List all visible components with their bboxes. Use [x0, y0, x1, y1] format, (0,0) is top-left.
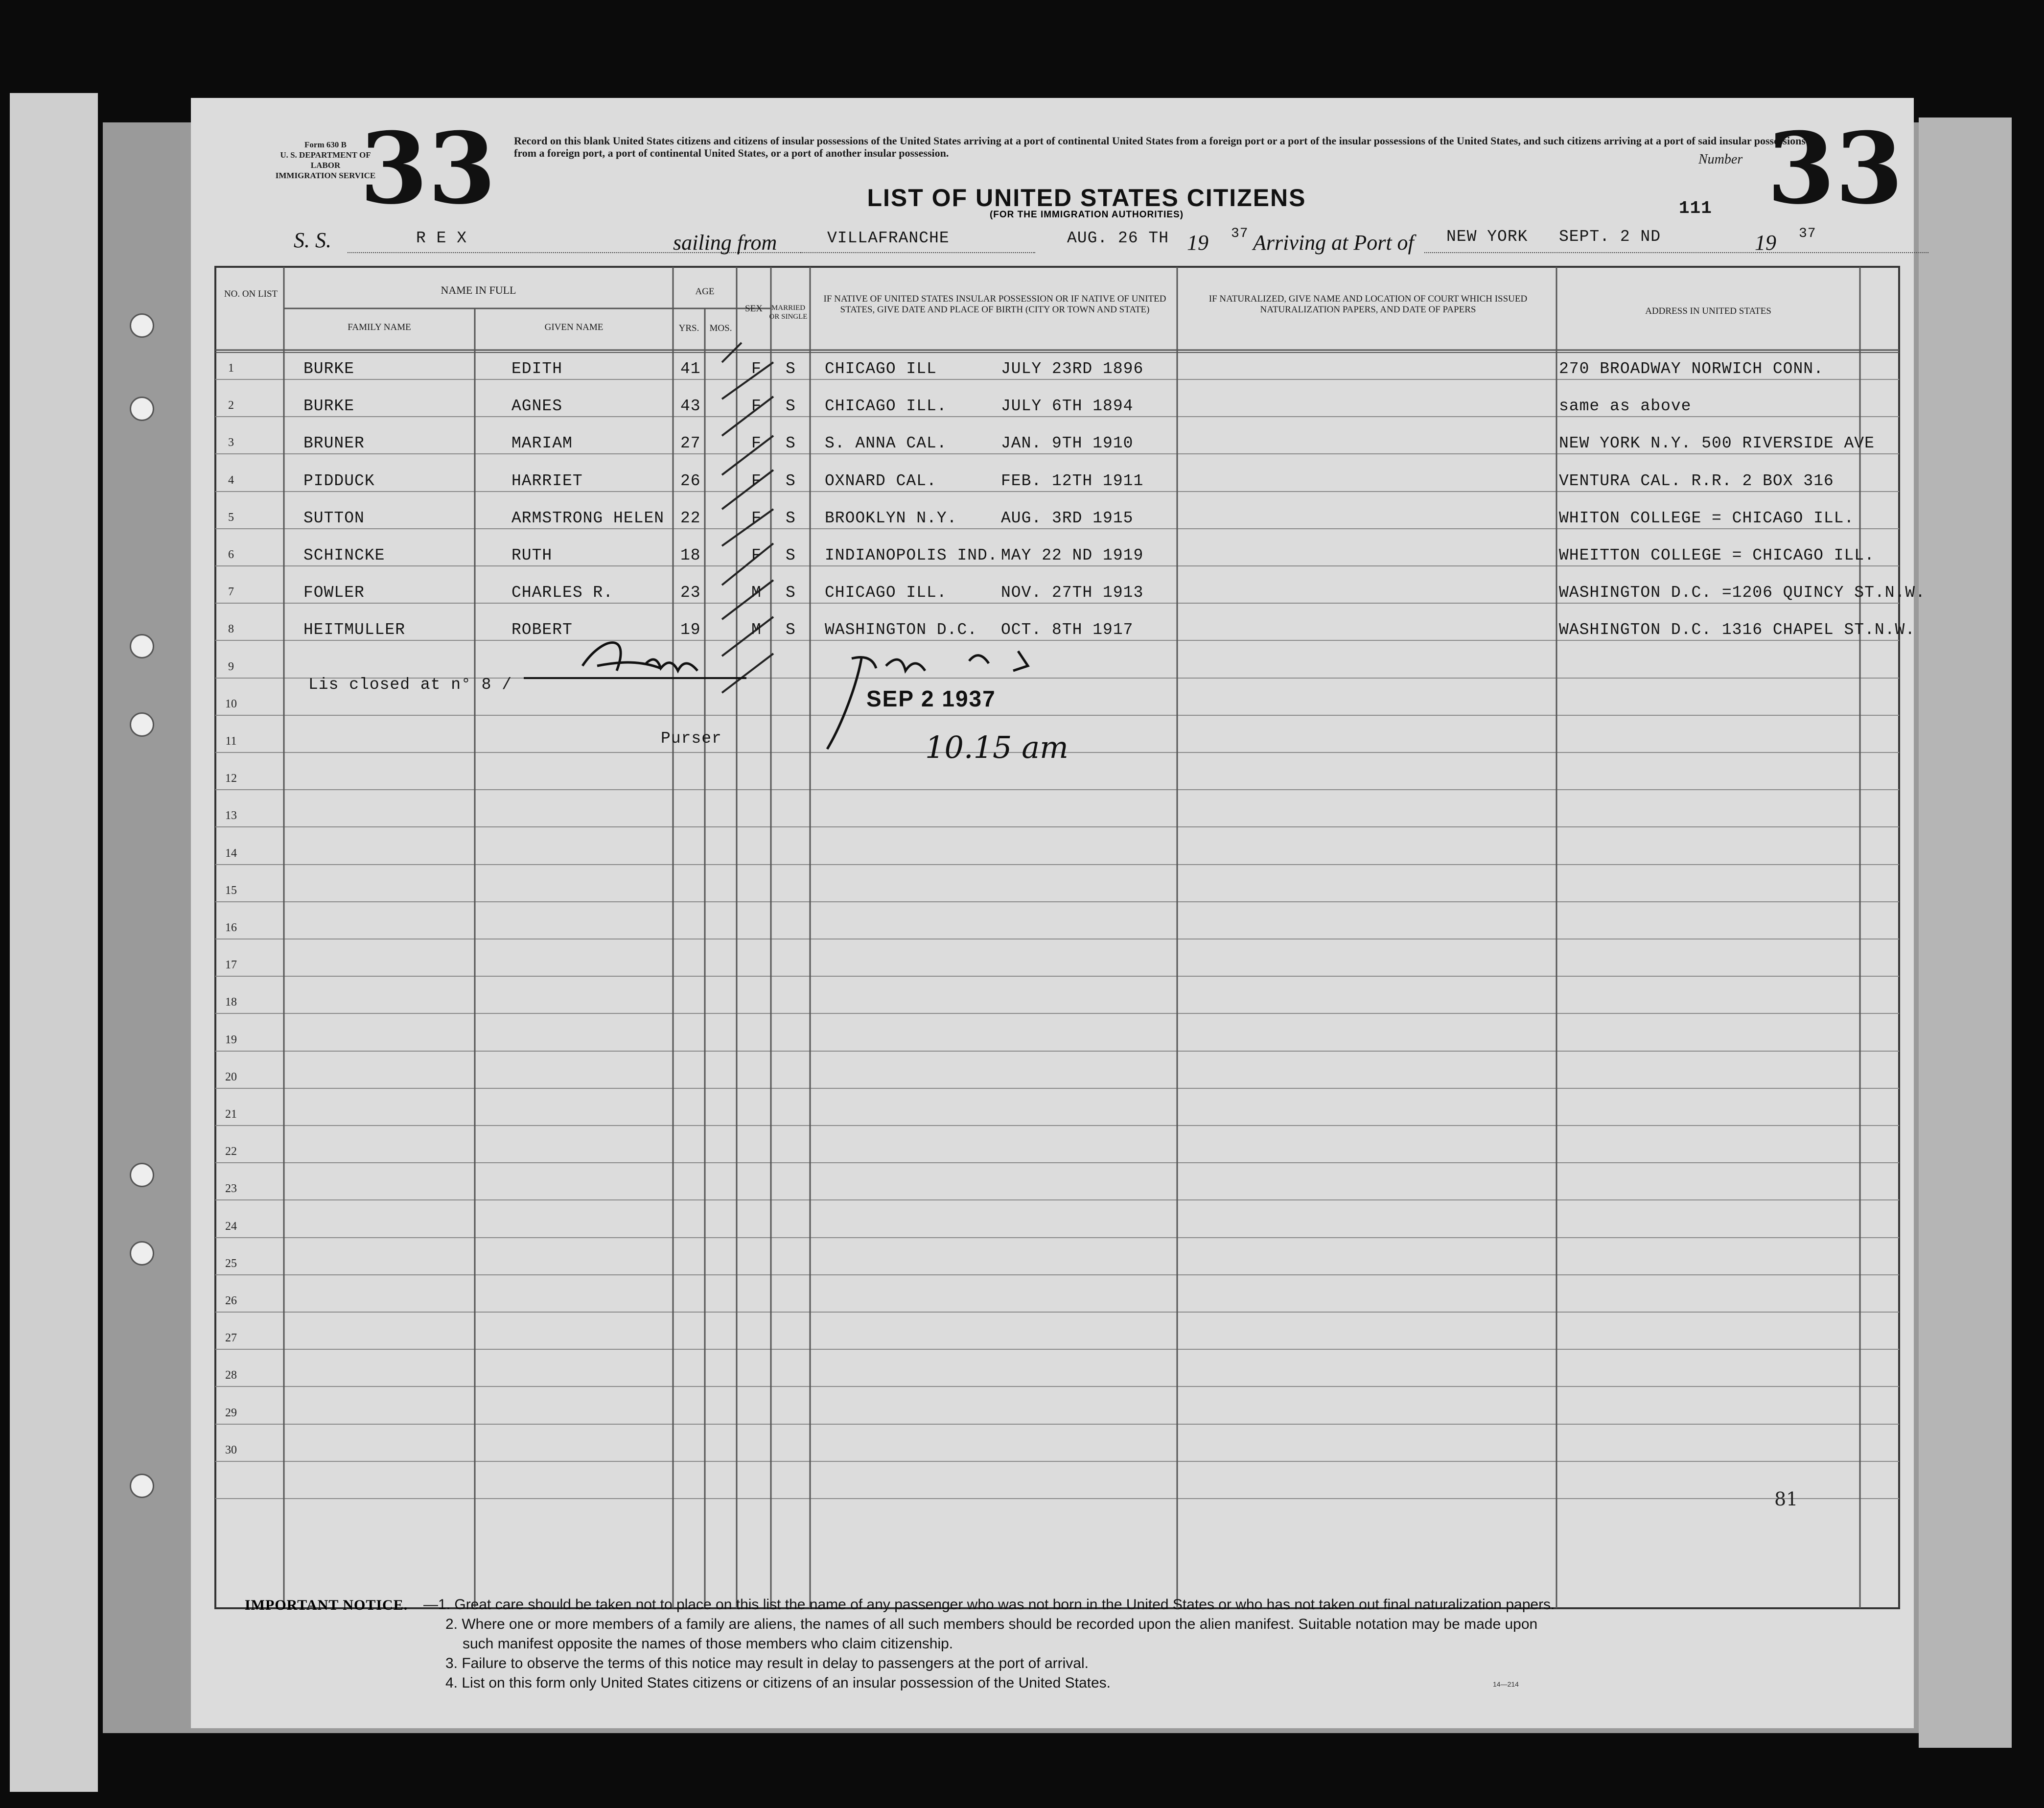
row-number: 15 — [225, 884, 237, 897]
row-number: 9 — [228, 660, 234, 673]
intro-text: Record on this blank United States citizens and citizens of insular possessions of the United States arriving at a port of continental United States from a foreign port or a port of the insular possessions of the United States, and such citizens arriving at a port of said insular possessions from a foreign port, a port of continental United States, or a port of another insular possession. — [514, 135, 1806, 159]
print-code: 14—214 — [1493, 1680, 1519, 1688]
row-number: 17 — [225, 959, 237, 971]
row-number: 30 — [225, 1444, 237, 1456]
row-number: 24 — [225, 1220, 237, 1233]
row-number: 28 — [225, 1369, 237, 1382]
handwritten-time: 10.15 am — [925, 729, 1068, 765]
background-sheet-right — [1919, 117, 2012, 1748]
row-number: 14 — [225, 847, 237, 860]
row-number: 18 — [225, 996, 237, 1009]
marital-status: S — [786, 509, 796, 527]
given-name: HARRIET — [511, 472, 583, 490]
age-years: 41 — [680, 360, 701, 378]
family-name: BURKE — [303, 397, 355, 415]
sex: M — [751, 584, 762, 602]
page-number-left: 33 — [360, 111, 496, 226]
col-header-yrs: YRS. — [678, 323, 699, 333]
col-header-mos: MOS. — [709, 323, 732, 333]
binder-hole — [130, 397, 154, 421]
family-name: FOWLER — [303, 584, 365, 602]
year-prefix-arrival: 19 — [1755, 231, 1776, 255]
age-years: 23 — [680, 584, 701, 602]
department-name: U. S. DEPARTMENT OF LABOR — [280, 150, 371, 170]
binder-hole — [130, 634, 154, 658]
family-name: SCHINCKE — [303, 546, 385, 564]
service-name: IMMIGRATION SERVICE — [275, 171, 376, 180]
sex: M — [751, 621, 762, 639]
page-mark: 81 — [1774, 1488, 1798, 1510]
us-address: same as above — [1559, 397, 1692, 415]
given-name: ARMSTRONG HELEN — [511, 509, 665, 527]
marital-status: S — [786, 360, 796, 378]
row-number: 27 — [225, 1332, 237, 1344]
col-header-family-name: FAMILY NAME — [348, 322, 411, 332]
birth-place: CHICAGO ILL. — [825, 397, 947, 415]
birth-place: INDIANOPOLIS IND. — [825, 546, 998, 564]
depart-date: AUG. 26 TH — [1067, 229, 1169, 247]
col-header-birth-info: IF NATIVE OF UNITED STATES INSULAR POSSESSION OR IF NATIVE OF UNITED STATES, GIVE DATE AND PLACE OF BIRTH (CITY OR TOWN AND STATE) — [823, 294, 1166, 315]
row-number: 19 — [225, 1033, 237, 1046]
birth-place: CHICAGO ILL. — [825, 584, 947, 602]
col-header-married-single: MARRIED OR SINGLE — [769, 304, 808, 321]
binder-hole — [130, 1163, 154, 1187]
row-number: 13 — [225, 809, 237, 822]
marital-status: S — [786, 434, 796, 452]
notice-item-2-cont: such manifest opposite the names of those members who claim citizenship. — [463, 1636, 953, 1652]
row-number: 12 — [225, 772, 237, 785]
page-number-right: 33 — [1767, 111, 1904, 226]
ship-name: R E X — [416, 229, 467, 247]
sex: F — [751, 434, 762, 452]
number-label: Number — [1698, 152, 1743, 167]
page-title: LIST OF UNITED STATES CITIZENS — [867, 184, 1306, 211]
notice-item-4: 4. List on this form only United States citizens or citizens of an insular possession of the United States. — [445, 1675, 1111, 1691]
grid-lines — [215, 267, 1899, 1608]
given-name: CHARLES R. — [511, 584, 614, 602]
sex: F — [751, 360, 762, 378]
age-years: 18 — [680, 546, 701, 564]
birth-date: JULY 6TH 1894 — [1001, 397, 1134, 415]
row-number: 4 — [228, 474, 234, 487]
sailing-from-label: sailing from — [673, 231, 777, 255]
row-number: 20 — [225, 1071, 237, 1083]
form-number: Form 630 B — [304, 140, 347, 149]
marital-status: S — [786, 397, 796, 415]
binder-hole — [130, 1474, 154, 1498]
port-to: NEW YORK — [1446, 228, 1528, 246]
row-number: 1 — [228, 362, 234, 375]
us-address: WASHINGTON D.C. =1206 QUINCY ST.N.W. — [1559, 584, 1926, 602]
notice-item-1: —1. Great care should be taken not to place on this list the name of any passenger who was not born in the United States or who has not taken out final naturalization papers. — [423, 1597, 1555, 1613]
family-name: SUTTON — [303, 509, 365, 527]
age-years: 43 — [680, 397, 701, 415]
birth-date: NOV. 27TH 1913 — [1001, 584, 1144, 602]
birth-date: JAN. 9TH 1910 — [1001, 434, 1134, 452]
us-address: VENTURA CAL. R.R. 2 BOX 316 — [1559, 472, 1834, 490]
us-address: WHEITTON COLLEGE = CHICAGO ILL. — [1559, 546, 1875, 564]
row-number: 8 — [228, 623, 234, 635]
given-name: MARIAM — [511, 434, 573, 452]
sex: F — [751, 509, 762, 527]
col-header-name-in-full: NAME IN FULL — [441, 284, 516, 296]
row-number: 3 — [228, 436, 234, 449]
col-header-address: ADDRESS IN UNITED STATES — [1645, 306, 1771, 316]
binder-hole — [130, 1241, 154, 1266]
arrive-year: 37 — [1799, 226, 1816, 241]
page-subtitle: (FOR THE IMMIGRATION AUTHORITIES) — [989, 210, 1184, 220]
sex: F — [751, 546, 762, 564]
row-number: 25 — [225, 1257, 237, 1270]
stamp-number: 111 — [1679, 198, 1712, 218]
us-address: WASHINGTON D.C. 1316 CHAPEL ST.N.W. — [1559, 621, 1916, 639]
notice-item-3: 3. Failure to observe the terms of this notice may result in delay to passengers at the port of arrival. — [445, 1655, 1089, 1671]
age-years: 19 — [680, 621, 701, 639]
list-closed-note: Lis closed at n° 8 / — [308, 676, 512, 694]
given-name: RUTH — [511, 546, 553, 564]
given-name: AGNES — [511, 397, 563, 415]
row-number: 7 — [228, 586, 234, 598]
arrive-date: SEPT. 2 ND — [1559, 228, 1661, 246]
sex: F — [751, 397, 762, 415]
ss-label: S. S. — [294, 228, 331, 252]
birth-date: AUG. 3RD 1915 — [1001, 509, 1134, 527]
birth-date: OCT. 8TH 1917 — [1001, 621, 1134, 639]
port-from: VILLAFRANCHE — [827, 229, 950, 247]
col-header-sex: SEX — [745, 304, 763, 314]
birth-place: WASHINGTON D.C. — [825, 621, 978, 639]
notice-item-2: 2. Where one or more members of a family are aliens, the names of all such members should be recorded upon the alien manifest. Suitable notation may be made upon — [445, 1616, 1538, 1632]
family-name: BURKE — [303, 360, 355, 378]
family-name: BRUNER — [303, 434, 365, 452]
row-number: 22 — [225, 1145, 237, 1158]
row-number: 10 — [225, 698, 237, 710]
given-name: ROBERT — [511, 621, 573, 639]
notice-label: IMPORTANT NOTICE. — [245, 1597, 408, 1613]
row-number: 21 — [225, 1108, 237, 1121]
birth-place: OXNARD CAL. — [825, 472, 937, 490]
row-number: 6 — [228, 548, 234, 561]
purser-label: Purser — [661, 729, 722, 748]
birth-place: CHICAGO ILL — [825, 360, 937, 378]
manifest-grid — [191, 98, 1914, 1728]
depart-year: 37 — [1231, 226, 1249, 241]
birth-place: BROOKLYN N.Y. — [825, 509, 957, 527]
birth-place: S. ANNA CAL. — [825, 434, 947, 452]
row-number: 2 — [228, 399, 234, 412]
marital-status: S — [786, 472, 796, 490]
background-sheet-left — [10, 93, 98, 1792]
purser-signature — [524, 643, 746, 679]
birth-date: FEB. 12TH 1911 — [1001, 472, 1144, 490]
manifest-page — [191, 98, 1926, 1728]
col-header-age: AGE — [695, 286, 715, 297]
family-name: PIDDUCK — [303, 472, 375, 490]
marital-status: S — [786, 621, 796, 639]
column-rules — [284, 267, 1860, 1608]
row-number: 23 — [225, 1182, 237, 1195]
row-number: 26 — [225, 1294, 237, 1307]
age-years: 27 — [680, 434, 701, 452]
binder-hole — [130, 712, 154, 737]
family-name: HEITMULLER — [303, 621, 406, 639]
col-header-naturalized: IF NATURALIZED, GIVE NAME AND LOCATION OF COURT WHICH ISSUED NATURALIZATION PAPERS, AND DATE OF PAPERS — [1208, 294, 1528, 315]
row-number: 16 — [225, 921, 237, 934]
row-number: 29 — [225, 1407, 237, 1419]
marital-status: S — [786, 584, 796, 602]
us-address: WHITON COLLEGE = CHICAGO ILL. — [1559, 509, 1855, 527]
date-stamp: SEP 2 1937 — [866, 686, 996, 711]
age-years: 26 — [680, 472, 701, 490]
year-prefix: 19 — [1187, 231, 1208, 255]
us-address: NEW YORK N.Y. 500 RIVERSIDE AVE — [1559, 434, 1875, 452]
marital-status: S — [786, 546, 796, 564]
col-header-no: NO. ON LIST — [224, 289, 278, 299]
col-header-given-name: GIVEN NAME — [544, 322, 604, 332]
row-number: 5 — [228, 511, 234, 524]
sex: F — [751, 472, 762, 490]
arriving-label: Arriving at Port of — [1253, 231, 1414, 255]
row-number: 11 — [225, 735, 237, 748]
us-address: 270 BROADWAY NORWICH CONN. — [1559, 360, 1824, 378]
birth-date: MAY 22 ND 1919 — [1001, 546, 1144, 564]
age-years: 22 — [680, 509, 701, 527]
binder-hole — [130, 313, 154, 338]
birth-date: JULY 23RD 1896 — [1001, 360, 1144, 378]
given-name: EDITH — [511, 360, 563, 378]
